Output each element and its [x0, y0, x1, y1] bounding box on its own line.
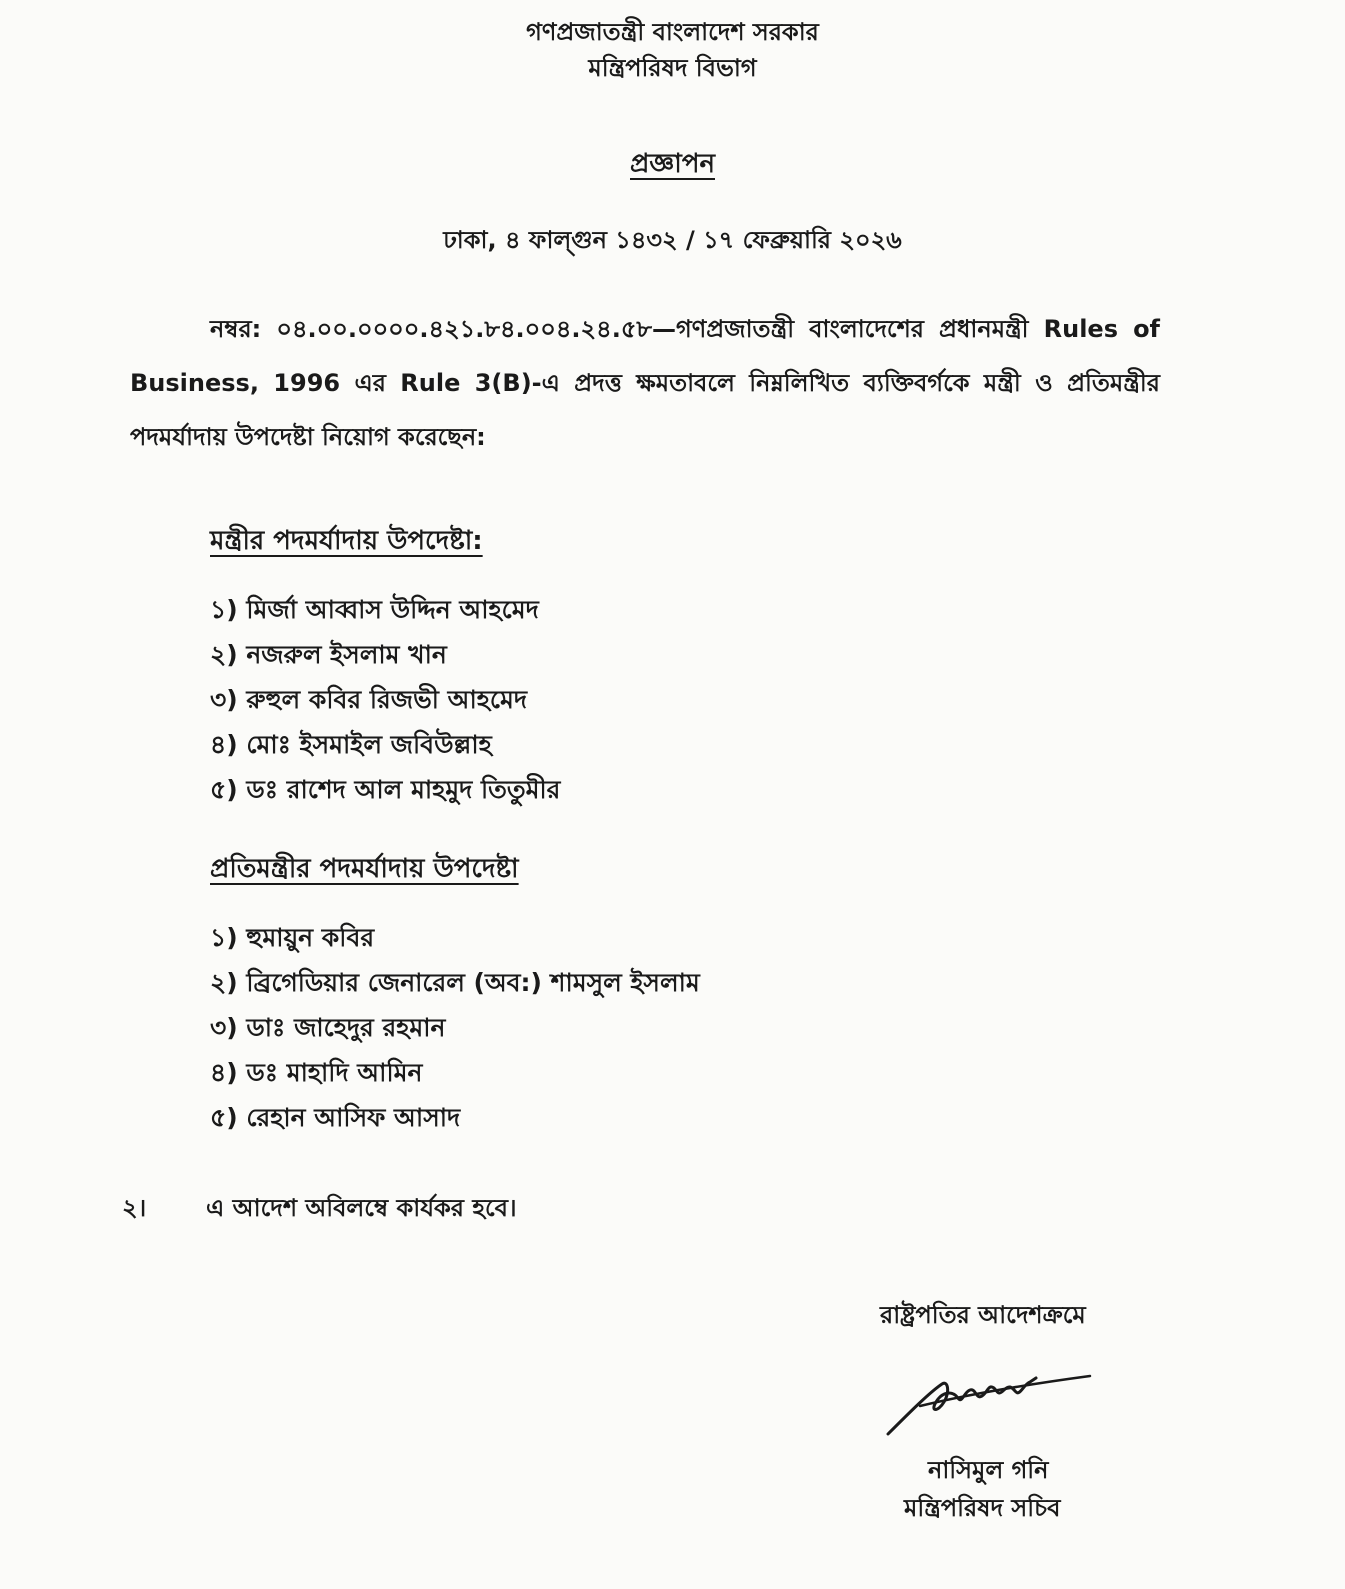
list-item: ৫) রেহান আসিফ আসাদ [210, 1103, 461, 1132]
clause-text: এ আদেশ অবিলম্বে কার্যকর হবে। [206, 1194, 517, 1222]
signatory-name: নাসিমুল গনি [928, 1456, 1049, 1484]
list-item: ৩) রুহুল কবির রিজভী আহমেদ [210, 685, 527, 714]
body-paragraph-text: নম্বর: ০৪.০০.০০০০.৪২১.৮৪.০০৪.২৪.৫৮—গণপ্রজাতন্ত্রী বাংলাদেশের প্রধানমন্ত্রী Rules of Business, 1996 এর Rule 3(B)-এ প্রদত্ত ক্ষমতাবলে নিম্নলিখিত ব্যক্তিবর্গকে মন্ত্রী ও প্রতিমন্ত্রীর পদমর্যাদায় উপদেষ্টা নিয়োগ করেছেন: [130, 315, 1160, 451]
list-item: ৪) ডঃ মাহাদি আমিন [210, 1058, 423, 1087]
section-state-minister-heading: প্রতিমন্ত্রীর পদমর্যাদায় উপদেষ্টা [210, 854, 519, 884]
list-item: ১) হুমায়ুন কবির [210, 923, 375, 952]
section-minister-heading: মন্ত্রীর পদমর্যাদায় উপদেষ্টা: [210, 526, 483, 556]
order-line: রাষ্ট্রপতির আদেশক্রমে [880, 1301, 1086, 1329]
document-title [0, 143, 1345, 187]
document-title-text: প্রজ্ঞাপন [630, 149, 715, 179]
government-name: গণপ্রজাতন্ত্রী বাংলাদেশ সরকার [526, 18, 819, 46]
date-line: ঢাকা, ৪ ফাল্গুন ১৪৩২ / ১৭ ফেব্রুয়ারি ২০২৬ [443, 226, 902, 254]
list-item: ২) নজরুল ইসলাম খান [210, 640, 447, 669]
list-item: ২) ব্রিগেডিয়ার জেনারেল (অব:) শামসুল ইসলাম [210, 968, 700, 997]
handwritten-signature [880, 1362, 1095, 1442]
list-item: ৩) ডাঃ জাহেদুর রহমান [210, 1013, 446, 1042]
signatory-designation: মন্ত্রিপরিষদ সচিব [904, 1494, 1061, 1522]
clause-number: ২। [122, 1194, 147, 1222]
list-item: ১) মির্জা আব্বাস উদ্দিন আহমেদ [210, 595, 539, 624]
body-paragraph [130, 302, 1160, 464]
list-item: ৫) ডঃ রাশেদ আল মাহমুদ তিতুমীর [210, 775, 561, 804]
division-name: মন্ত্রিপরিষদ বিভাগ [588, 54, 757, 82]
list-item: ৪) মোঃ ইসমাইল জবিউল্লাহ [210, 730, 492, 759]
